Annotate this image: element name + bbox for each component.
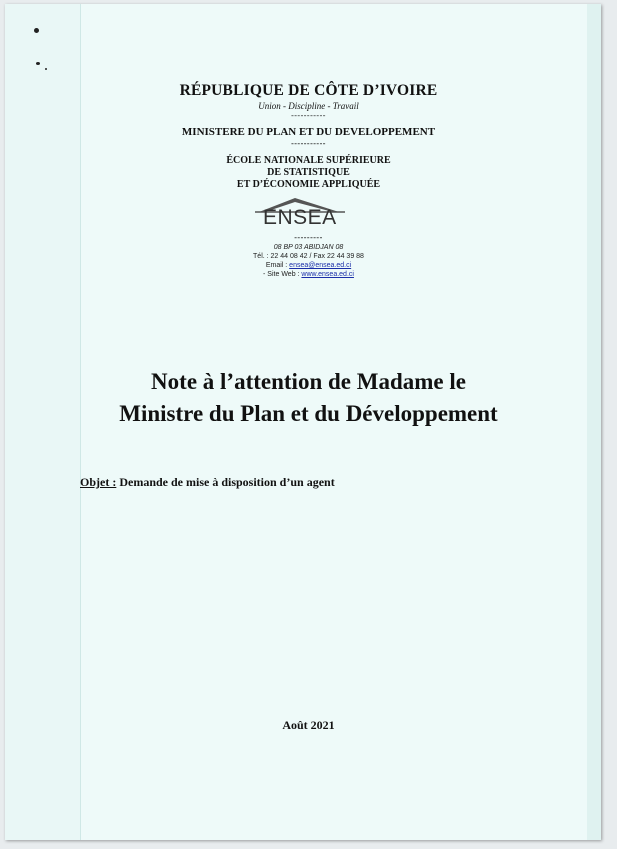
subject-label: Objet : bbox=[80, 475, 117, 489]
school-name-line: ET D’ÉCONOMIE APPLIQUÉE bbox=[236, 179, 381, 190]
website-label: - Site Web : bbox=[263, 271, 302, 278]
ensea-logo bbox=[245, 196, 365, 236]
website-link[interactable]: www.ensea.ed.ci bbox=[301, 271, 354, 278]
scan-speck bbox=[36, 62, 40, 65]
document-title-line: Note à l’attention de Madame le bbox=[151, 369, 466, 394]
national-motto: Union - Discipline - Travail bbox=[258, 101, 359, 111]
school-name-line: DE STATISTIQUE bbox=[267, 167, 350, 178]
subject-line bbox=[80, 475, 335, 490]
separator: --------- bbox=[294, 233, 323, 242]
scan-speck bbox=[34, 28, 39, 33]
phone-line: Tél. : 22 44 08 42 / Fax 22 44 39 88 bbox=[253, 253, 364, 260]
separator: ----------- bbox=[291, 139, 326, 148]
subject-text: Demande de mise à disposition d’un agent bbox=[116, 475, 335, 489]
page-edge-strip bbox=[587, 4, 601, 840]
email-label: Email : bbox=[265, 262, 290, 269]
document-date: Août 2021 bbox=[282, 718, 335, 732]
email-line bbox=[80, 262, 537, 269]
logo-text: ENSEA bbox=[263, 206, 337, 229]
document-page bbox=[5, 4, 601, 840]
email-link[interactable]: ensea@ensea.ed.ci bbox=[289, 262, 352, 269]
website-line bbox=[80, 271, 537, 278]
document-title-line: Ministre du Plan et du Développement bbox=[119, 401, 498, 426]
school-name-line: ÉCOLE NATIONALE SUPÉRIEURE bbox=[226, 155, 391, 166]
address-line: 08 BP 03 ABIDJAN 08 bbox=[273, 244, 344, 251]
scan-speck bbox=[45, 68, 47, 70]
page-margin-strip bbox=[5, 4, 81, 840]
republic-heading: RÉPUBLIQUE DE CÔTE D’IVOIRE bbox=[179, 82, 438, 99]
separator: ----------- bbox=[291, 111, 326, 120]
ministry-heading: MINISTERE DU PLAN ET DU DEVELOPPEMENT bbox=[181, 126, 436, 138]
